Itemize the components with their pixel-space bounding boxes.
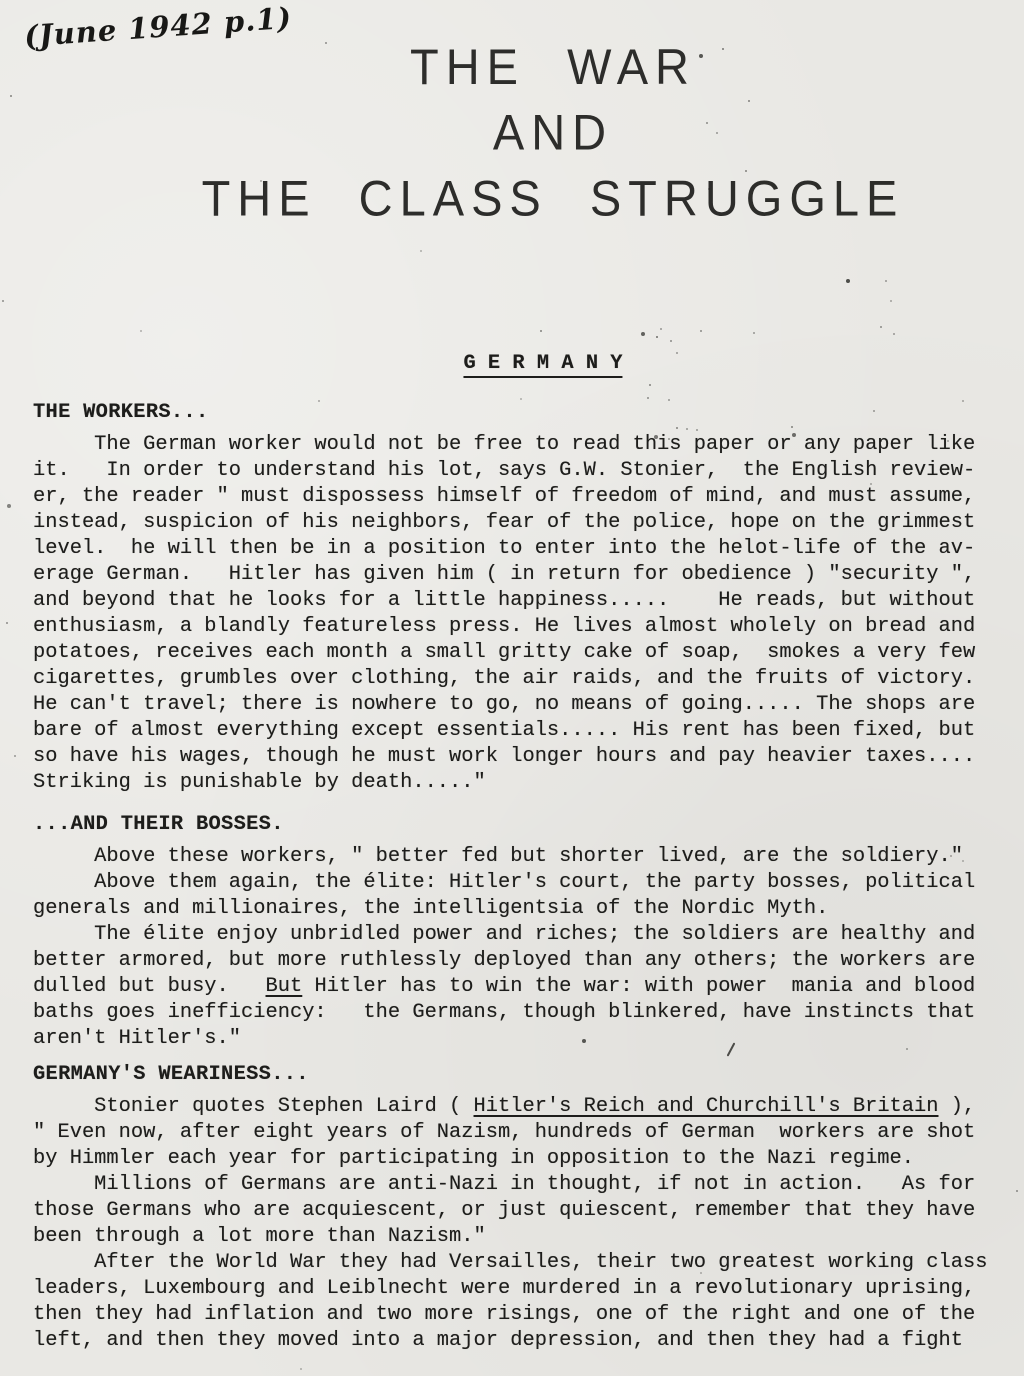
text-segment: instead, suspicion of his neighbors, fear of the police, hope on the grimmest <box>33 511 976 534</box>
text-line <box>33 1198 999 1224</box>
text-line <box>33 640 999 666</box>
underlined-text: Hitler's Reich and Churchill's Britain <box>473 1095 939 1118</box>
section-germanys-weariness <box>33 1062 999 1354</box>
text-segment: Hitler has to win the war: with power mania and blood <box>302 975 976 998</box>
paragraph-block-workers <box>33 432 999 796</box>
handwritten-date-note: (June 1942 p.1) <box>23 0 294 54</box>
title-line-2: AND <box>492 103 614 161</box>
text-line <box>33 870 999 896</box>
text-line <box>33 744 999 770</box>
text-line <box>33 1094 999 1120</box>
text-line <box>33 692 999 718</box>
title-line-1: THE WAR <box>410 38 696 95</box>
text-segment: Above them again, the élite: Hitler's court, the party bosses, political <box>33 871 976 894</box>
text-segment: Above these workers, " better fed but shorter lived, are the soldiery." <box>33 845 963 868</box>
text-line <box>33 1250 999 1276</box>
text-segment: aren't Hitler's." <box>33 1027 242 1050</box>
text-segment: Stonier quotes Stephen Laird ( <box>33 1095 474 1118</box>
text-segment: Striking is punishable by death....." <box>33 771 486 794</box>
text-line <box>33 896 999 922</box>
text-line <box>33 1120 999 1146</box>
text-segment: He can't travel; there is nowhere to go, no means of going..... The shops are <box>33 693 976 716</box>
text-line <box>33 588 999 614</box>
text-line <box>33 770 999 796</box>
text-segment: generals and millionaires, the intelligentsia of the Nordic Myth. <box>33 897 829 920</box>
text-segment: leaders, Luxembourg and Leiblnecht were murdered in a revolutionary uprising, <box>33 1277 976 1300</box>
text-segment: The élite enjoy unbridled power and riches; the soldiers are healthy and <box>33 923 976 946</box>
paragraph-block-bosses <box>33 844 999 1052</box>
text-line <box>33 1302 999 1328</box>
text-segment: er, the reader " must dispossess himself of freedom of mind, and must assume, <box>33 485 976 508</box>
text-segment: dulled but busy. <box>33 975 266 998</box>
text-segment: those Germans who are acquiescent, or just quiescent, remember that they have <box>33 1199 976 1222</box>
text-line <box>33 1276 999 1302</box>
text-line <box>33 562 999 588</box>
text-segment: then they had inflation and two more risings, one of the right and one of the <box>33 1303 976 1326</box>
text-segment: enthusiasm, a blandly featureless press. He lives almost wholely on bread and <box>33 615 976 638</box>
document-title <box>41 34 1024 231</box>
text-line <box>33 458 999 484</box>
text-segment: Millions of Germans are anti-Nazi in thought, if not in action. As for <box>33 1173 976 1196</box>
paragraph-block-weariness <box>33 1094 999 1354</box>
text-segment: been through a lot more than Nazism." <box>33 1225 486 1248</box>
title-line-3: THE CLASS STRUGGLE <box>201 169 905 226</box>
text-line <box>33 510 999 536</box>
subsection-heading-workers: THE WORKERS... <box>33 401 209 424</box>
section-and-their-bosses <box>33 812 999 1052</box>
text-segment: left, and then they moved into a major depression, and then they had a fight <box>33 1329 963 1352</box>
text-segment: and beyond that he looks for a little happiness..... He reads, but without <box>33 589 976 612</box>
text-line <box>33 1026 999 1052</box>
text-segment: After the World War they had Versailles, their two greatest working class <box>33 1251 988 1274</box>
text-line <box>33 432 999 458</box>
text-line <box>33 1328 999 1354</box>
text-line <box>33 922 999 948</box>
text-line <box>33 1000 999 1026</box>
text-segment: potatoes, receives each month a small gritty cake of soap, smokes a very few <box>33 641 976 664</box>
text-segment: it. In order to understand his lot, says G.W. Stonier, the English review- <box>33 459 976 482</box>
text-line <box>33 536 999 562</box>
text-segment: baths goes inefficiency: the Germans, though blinkered, have instincts that <box>33 1001 976 1024</box>
ink-speckles <box>0 0 2 2</box>
text-segment: " Even now, after eight years of Nazism, hundreds of German workers are shot <box>33 1121 976 1144</box>
text-line <box>33 1146 999 1172</box>
country-heading-germany: G E R M A N Y <box>463 352 622 378</box>
text-line <box>33 948 999 974</box>
text-line <box>33 844 999 870</box>
text-segment: cigarettes, grumbles over clothing, the air raids, and the fruits of victory. <box>33 667 976 690</box>
underlined-text: But <box>265 975 303 998</box>
text-line <box>33 1172 999 1198</box>
subsection-heading-weariness: GERMANY'S WEARINESS... <box>33 1063 309 1086</box>
text-line <box>33 1224 999 1250</box>
text-line <box>33 614 999 640</box>
document-body <box>33 400 999 1354</box>
text-segment: level. he will then be in a position to enter into the helot-life of the av- <box>33 537 976 560</box>
text-segment: The German worker would not be free to read this paper or any paper like <box>33 433 976 456</box>
text-line <box>33 666 999 692</box>
subsection-heading-bosses: ...AND THEIR BOSSES. <box>33 813 284 836</box>
section-the-workers <box>33 400 999 796</box>
text-line <box>33 718 999 744</box>
text-line <box>33 974 999 1000</box>
text-segment: by Himmler each year for participating in opposition to the Nazi regime. <box>33 1147 915 1170</box>
text-line <box>33 484 999 510</box>
text-segment: ), <box>938 1095 976 1118</box>
text-segment: erage German. Hitler has given him ( in return for obedience ) "security ", <box>33 563 976 586</box>
text-segment: bare of almost everything except essentials..... His rent has been fixed, but <box>33 719 976 742</box>
text-segment: better armored, but more ruthlessly deployed than any others; the workers are <box>33 949 976 972</box>
text-segment: so have his wages, though he must work longer hours and pay heavier taxes.... <box>33 745 976 768</box>
